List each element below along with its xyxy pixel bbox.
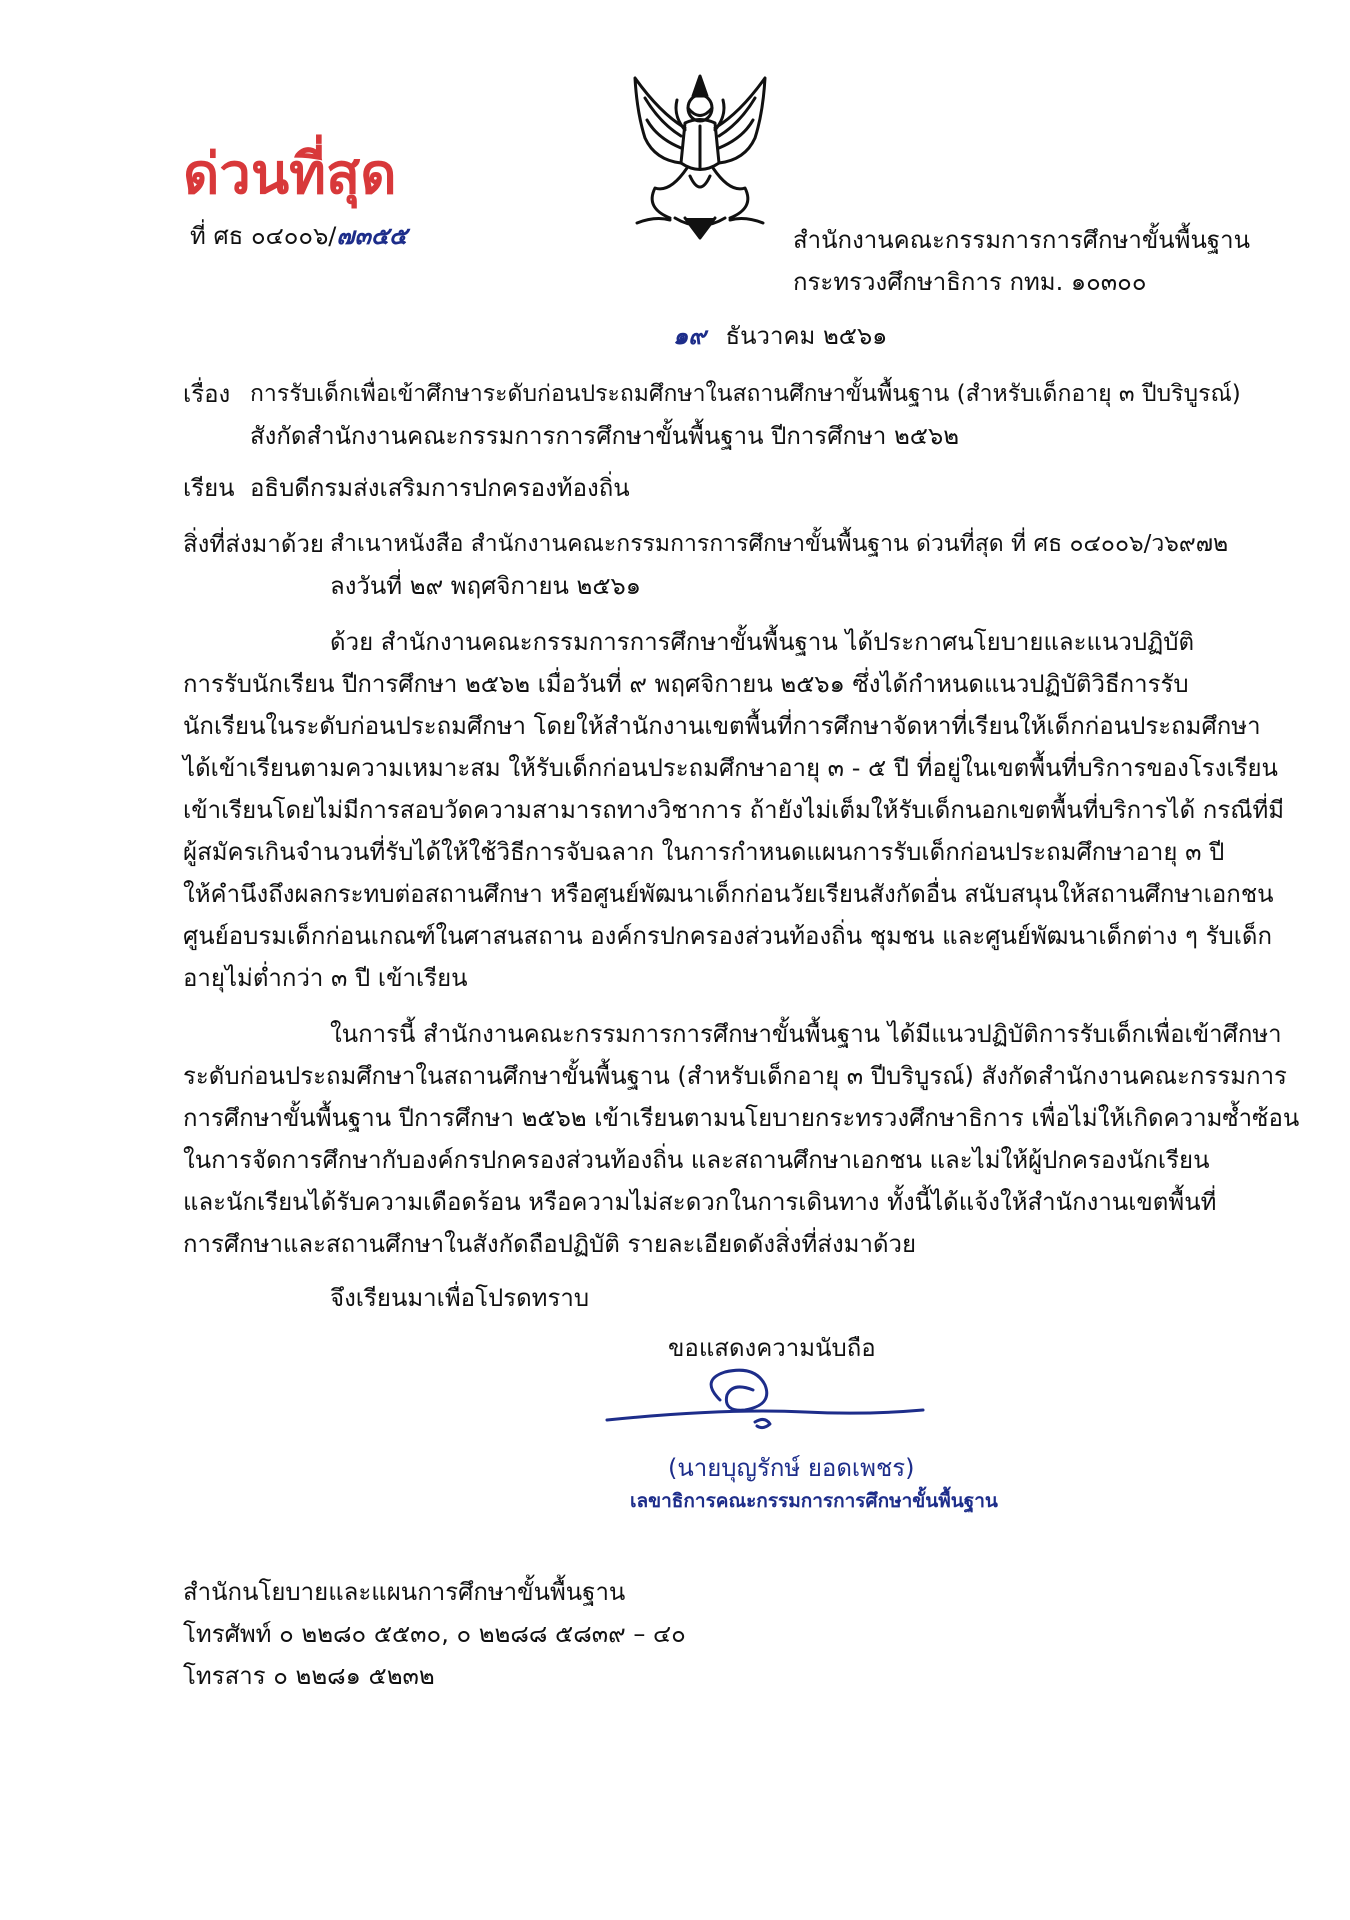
subject-line-2: สังกัดสำนักงานคณะกรรมการการศึกษาขั้นพื้นฐาน ปีการศึกษา ๒๕๖๒ <box>250 422 960 450</box>
closing-salutation: ขอแสดงความนับถือ <box>668 1334 876 1362</box>
date-day-handwritten: ๑๙ <box>673 322 706 350</box>
attachment-line-1: สำเนาหนังสือ สำนักงานคณะกรรมการการศึกษาขั้นพื้นฐาน ด่วนที่สุด ที่ ศธ ๐๔๐๐๖/ว๖๙๗๒ <box>330 531 1229 557</box>
para1-line-5: เข้าเรียนโดยไม่มีการสอบวัดความสามารถทางวิชาการ ถ้ายังไม่เต็มให้รับเด็กนอกเขตพื้นที่บริการได้ กรณีที่มี <box>183 796 1285 824</box>
recipient-value: อธิบดีกรมส่งเสริมการปกครองท้องถิ่น <box>250 474 630 502</box>
attachment-line-2: ลงวันที่ ๒๙ พฤศจิกายน ๒๕๖๑ <box>330 572 641 600</box>
attachment-label: สิ่งที่ส่งมาด้วย <box>183 530 324 558</box>
footer-fax: โทรสาร ๐ ๒๒๘๑ ๕๒๓๒ <box>183 1662 435 1690</box>
reference-handwritten-number: ๗๓๕๕ <box>336 222 408 250</box>
para2-line-5: และนักเรียนได้รับความเดือดร้อน หรือความไม่สะดวกในการเดินทาง ทั้งนี้ได้แจ้งให้สำนักงานเขตพื้นที่ <box>183 1188 1217 1216</box>
closing-request: จึงเรียนมาเพื่อโปรดทราบ <box>330 1284 590 1312</box>
para2-line-2: ระดับก่อนประถมศึกษาในสถานศึกษาขั้นพื้นฐาน (สำหรับเด็กอายุ ๓ ปีบริบูรณ์) สังกัดสำนักงานคณะกรรมการ <box>183 1062 1287 1090</box>
reference-prefix: ที่ ศธ ๐๔๐๐๖/ <box>190 222 337 250</box>
urgency-stamp: ด่วนที่สุด <box>183 142 397 207</box>
footer-phone: โทรศัพท์ ๐ ๒๒๘๐ ๕๕๓๐, ๐ ๒๒๘๘ ๕๘๓๙ – ๔๐ <box>183 1620 686 1648</box>
office-address: กระทรวงศึกษาธิการ กทม. ๑๐๓๐๐ <box>793 268 1147 296</box>
date-month-year: ธันวาคม ๒๕๖๑ <box>725 322 888 350</box>
para2-line-4: ในการจัดการศึกษากับองค์กรปกครองส่วนท้องถิ่น และสถานศึกษาเอกชน และไม่ให้ผู้ปกครองนักเรียน <box>183 1146 1210 1174</box>
para1-line-9: อายุไม่ต่ำกว่า ๓ ปี เข้าเรียน <box>183 964 468 992</box>
signatory-name: (นายบุญรักษ์ ยอดเพชร) <box>668 1454 915 1482</box>
para1-line-7: ให้คำนึงถึงผลกระทบต่อสถานศึกษา หรือศูนย์พัฒนาเด็กก่อนวัยเรียนสังกัดอื่น สนับสนุนให้สถานศึกษาเอกชน <box>183 880 1274 908</box>
reference-number <box>190 218 407 254</box>
subject-label: เรื่อง <box>183 380 231 408</box>
para1-line-4: ได้เข้าเรียนตามความเหมาะสม ให้รับเด็กก่อนประถมศึกษาอายุ ๓ - ๕ ปี ที่อยู่ในเขตพื้นที่บริการของโรงเรียน <box>183 754 1278 782</box>
para1-line-8: ศูนย์อบรมเด็กก่อนเกณฑ์ในศาสนสถาน องค์กรปกครองส่วนท้องถิ่น ชุมชน และศูนย์พัฒนาเด็กต่าง ๆ รับเด็ก <box>183 922 1273 950</box>
handwritten-signature <box>605 1360 925 1440</box>
garuda-emblem-icon <box>615 68 785 243</box>
para2-line-6: การศึกษาและสถานศึกษาในสังกัดถือปฏิบัติ รายละเอียดดังสิ่งที่ส่งมาด้วย <box>183 1230 917 1258</box>
para2-line-3: การศึกษาขั้นพื้นฐาน ปีการศึกษา ๒๕๖๒ เข้าเรียนตามนโยบายกระทรวงศึกษาธิการ เพื่อไม่ให้เกิดความซ้ำซ้อน <box>183 1104 1300 1132</box>
para1-line-1: ด้วย สำนักงานคณะกรรมการการศึกษาขั้นพื้นฐาน ได้ประกาศนโยบายและแนวปฏิบัติ <box>330 628 1195 656</box>
office-name: สำนักงานคณะกรรมการการศึกษาขั้นพื้นฐาน <box>793 226 1251 254</box>
signatory-position: เลขาธิการคณะกรรมการการศึกษาขั้นพื้นฐาน <box>630 1490 998 1512</box>
para1-line-2: การรับนักเรียน ปีการศึกษา ๒๕๖๒ เมื่อวันที่ ๙ พฤศจิกายน ๒๕๖๑ ซึ่งได้กำหนดแนวปฏิบัติวิธีการรับ <box>183 670 1189 698</box>
para2-line-1: ในการนี้ สำนักงานคณะกรรมการการศึกษาขั้นพื้นฐาน ได้มีแนวปฏิบัติการรับเด็กเพื่อเข้าศึกษา <box>330 1020 1282 1048</box>
para1-line-3: นักเรียนในระดับก่อนประถมศึกษา โดยให้สำนักงานเขตพื้นที่การศึกษาจัดหาที่เรียนให้เด็กก่อนประถมศึกษา <box>183 712 1261 740</box>
footer-department: สำนักนโยบายและแผนการศึกษาขั้นพื้นฐาน <box>183 1578 626 1606</box>
subject-line-1: การรับเด็กเพื่อเข้าศึกษาระดับก่อนประถมศึกษาในสถานศึกษาขั้นพื้นฐาน (สำหรับเด็กอายุ ๓ ปีบริบูรณ์) <box>250 381 1241 407</box>
recipient-label: เรียน <box>183 474 235 502</box>
para1-line-6: ผู้สมัครเกินจำนวนที่รับได้ให้ใช้วิธีการจับฉลาก ในการกำหนดแผนการรับเด็กก่อนประถมศึกษาอายุ ๓ ปี <box>183 838 1225 866</box>
document-date <box>673 318 887 354</box>
